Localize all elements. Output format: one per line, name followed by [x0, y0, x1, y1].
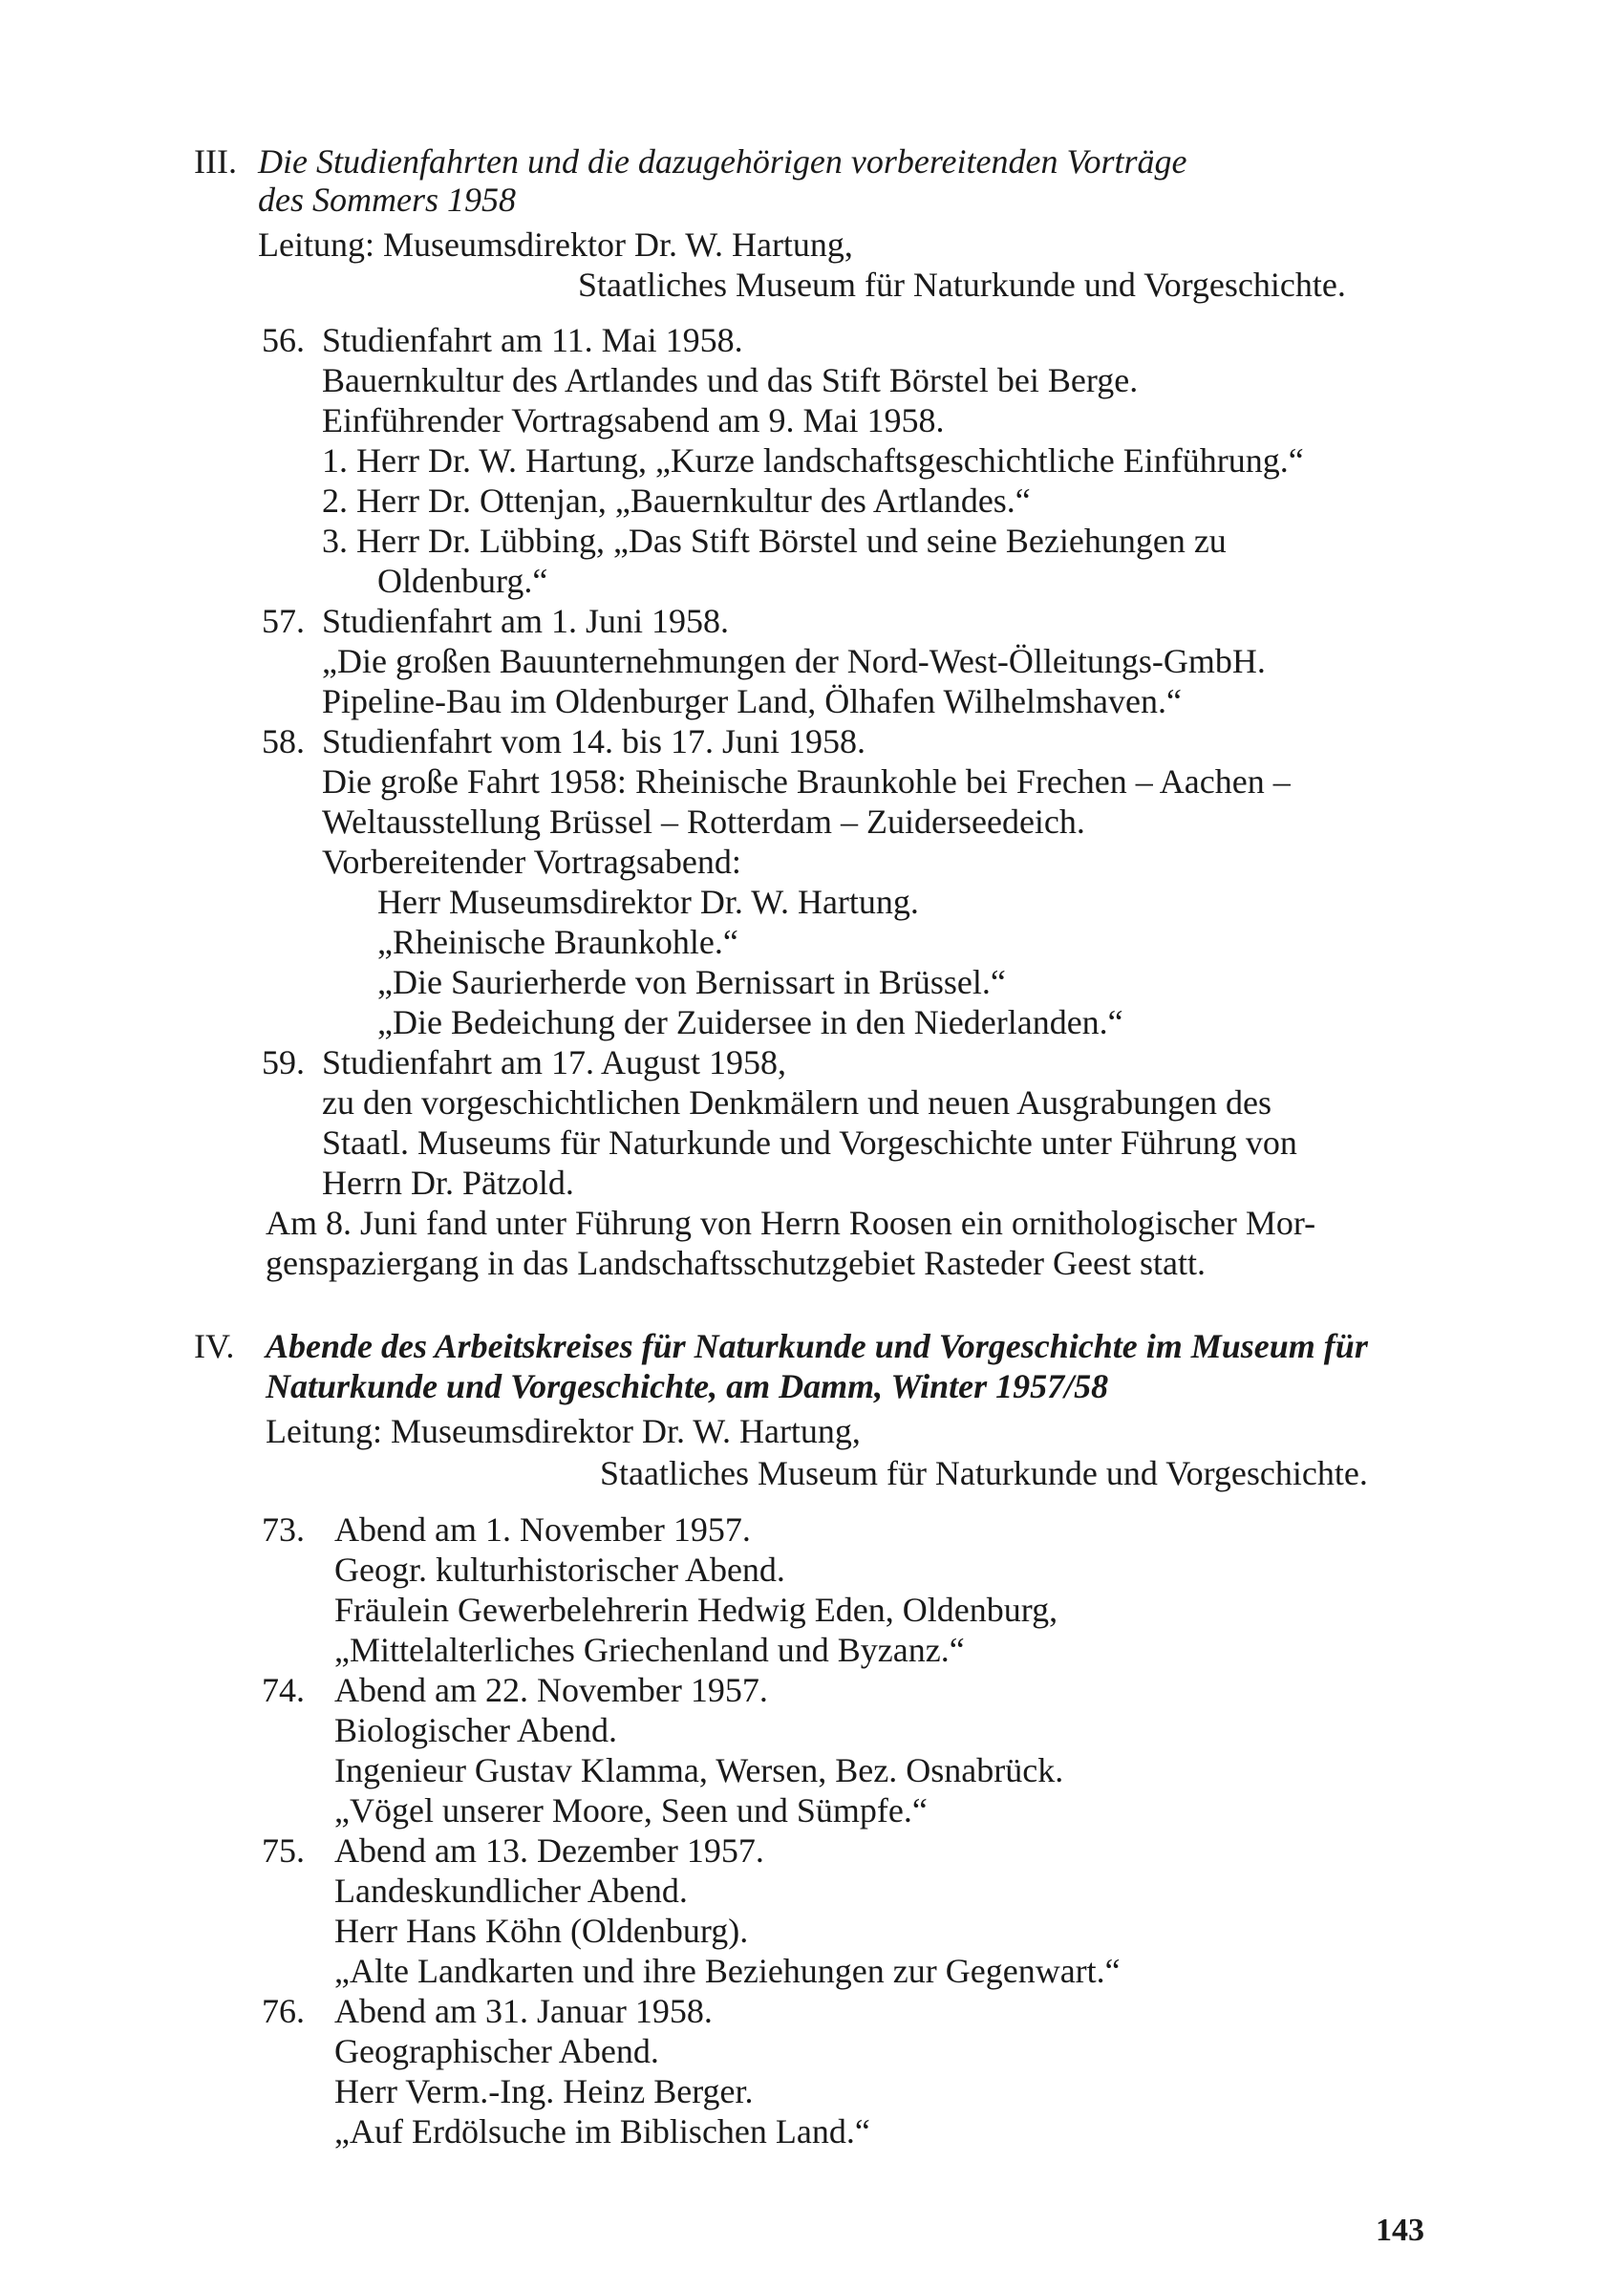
- entry-line: Einführender Vortragsabend am 9. Mai 1958.: [322, 401, 945, 439]
- entry-line: Geogr. kulturhistorischer Abend.: [334, 1551, 785, 1589]
- entry-number: 58.: [262, 722, 305, 760]
- entry-talk: 2. Herr Dr. Ottenjan, „Bauernkultur des Artlandes.“: [322, 482, 1031, 520]
- entry-talk-cont: Oldenburg.“: [377, 562, 548, 600]
- entry-number: 57.: [262, 602, 305, 640]
- section-title: Die Studienfahrten und die dazugehörigen vorbereitenden Vorträge: [258, 142, 1187, 181]
- section-title: Abende des Arbeitskreises für Naturkunde und Vorgeschichte im Museum für: [266, 1327, 1368, 1365]
- entry-number: 73.: [262, 1510, 305, 1549]
- entry-line: Vorbereitender Vortragsabend:: [322, 843, 741, 881]
- entry-line: „Die Bedeichung der Zuidersee in den Niederlanden.“: [377, 1003, 1123, 1041]
- entry-line: Herr Hans Köhn (Oldenburg).: [334, 1912, 749, 1950]
- entry-line: Pipeline-Bau im Oldenburger Land, Ölhafen Wilhelmshaven.“: [322, 682, 1182, 720]
- entry-line: Die große Fahrt 1958: Rheinische Braunkohle bei Frechen – Aachen –: [322, 762, 1291, 801]
- entry-line: Studienfahrt vom 14. bis 17. Juni 1958.: [322, 722, 865, 760]
- entry-number: 56.: [262, 321, 305, 359]
- section-leader-org: Staatliches Museum für Naturkunde und Vorgeschichte.: [600, 1454, 1368, 1492]
- section-leader: Leitung: Museumsdirektor Dr. W. Hartung,: [266, 1412, 861, 1450]
- entry-line: Abend am 31. Januar 1958.: [334, 1992, 713, 2030]
- entry-line: Studienfahrt am 1. Juni 1958.: [322, 602, 729, 640]
- section-title-cont: Naturkunde und Vorgeschichte, am Damm, Winter 1957/58: [266, 1367, 1109, 1405]
- entry-line: „Die Saurierherde von Bernissart in Brüssel.“: [377, 963, 1006, 1001]
- section-note: Am 8. Juni fand unter Führung von Herrn Roosen ein ornithologischer Mor-: [266, 1204, 1316, 1242]
- entry-talk: 1. Herr Dr. W. Hartung, „Kurze landschaftsgeschichtliche Einführung.“: [322, 441, 1304, 480]
- entry-number: 76.: [262, 1992, 305, 2030]
- entry-line: Biologischer Abend.: [334, 1711, 617, 1749]
- entry-line: „Auf Erdölsuche im Biblischen Land.“: [334, 2112, 870, 2151]
- entry-line: Bauernkultur des Artlandes und das Stift Börstel bei Berge.: [322, 361, 1139, 399]
- entry-line: Herr Verm.-Ing. Heinz Berger.: [334, 2072, 754, 2110]
- entry-line: Abend am 1. November 1957.: [334, 1510, 751, 1549]
- entry-line: „Die großen Bauunternehmungen der Nord-West-Ölleitungs-GmbH.: [322, 642, 1266, 680]
- entry-line: „Rheinische Braunkohle.“: [377, 923, 738, 961]
- entry-number: 75.: [262, 1831, 305, 1870]
- entry-line: zu den vorgeschichtlichen Denkmälern und neuen Ausgrabungen des: [322, 1083, 1272, 1122]
- entry-line: Studienfahrt am 11. Mai 1958.: [322, 321, 743, 359]
- entry-line: Herrn Dr. Pätzold.: [322, 1164, 574, 1202]
- entry-number: 74.: [262, 1671, 305, 1709]
- entry-number: 59.: [262, 1043, 305, 1081]
- entry-talk: 3. Herr Dr. Lübbing, „Das Stift Börstel und seine Beziehungen zu: [322, 522, 1227, 560]
- entry-line: „Alte Landkarten und ihre Beziehungen zur Gegenwart.“: [334, 1952, 1121, 1990]
- entry-line: Abend am 13. Dezember 1957.: [334, 1831, 764, 1870]
- entry-line: „Vögel unserer Moore, Seen und Sümpfe.“: [334, 1791, 928, 1830]
- entry-line: „Mittelalterliches Griechenland und Byzanz.“: [334, 1631, 965, 1669]
- entry-line: Ingenieur Gustav Klamma, Wersen, Bez. Osnabrück.: [334, 1751, 1064, 1789]
- section-leader: Leitung: Museumsdirektor Dr. W. Hartung,: [258, 225, 853, 264]
- section-numeral: III.: [194, 142, 237, 181]
- section-leader-org: Staatliches Museum für Naturkunde und Vorgeschichte.: [578, 266, 1346, 304]
- section-numeral: IV.: [194, 1327, 235, 1365]
- entry-line: Geographischer Abend.: [334, 2032, 659, 2070]
- entry-line: Landeskundlicher Abend.: [334, 1872, 688, 1910]
- page-number: 143: [1376, 2213, 1424, 2248]
- entry-line: Weltausstellung Brüssel – Rotterdam – Zuiderseedeich.: [322, 803, 1085, 841]
- section-note-cont: genspaziergang in das Landschaftsschutzgebiet Rasteder Geest statt.: [266, 1244, 1207, 1282]
- entry-line: Fräulein Gewerbelehrerin Hedwig Eden, Oldenburg,: [334, 1591, 1058, 1629]
- section-title-cont: des Sommers 1958: [258, 181, 516, 219]
- entry-line: Studienfahrt am 17. August 1958,: [322, 1043, 786, 1081]
- entry-line: Abend am 22. November 1957.: [334, 1671, 768, 1709]
- entry-line: Staatl. Museums für Naturkunde und Vorgeschichte unter Führung von: [322, 1124, 1297, 1162]
- entry-line: Herr Museumsdirektor Dr. W. Hartung.: [377, 883, 919, 921]
